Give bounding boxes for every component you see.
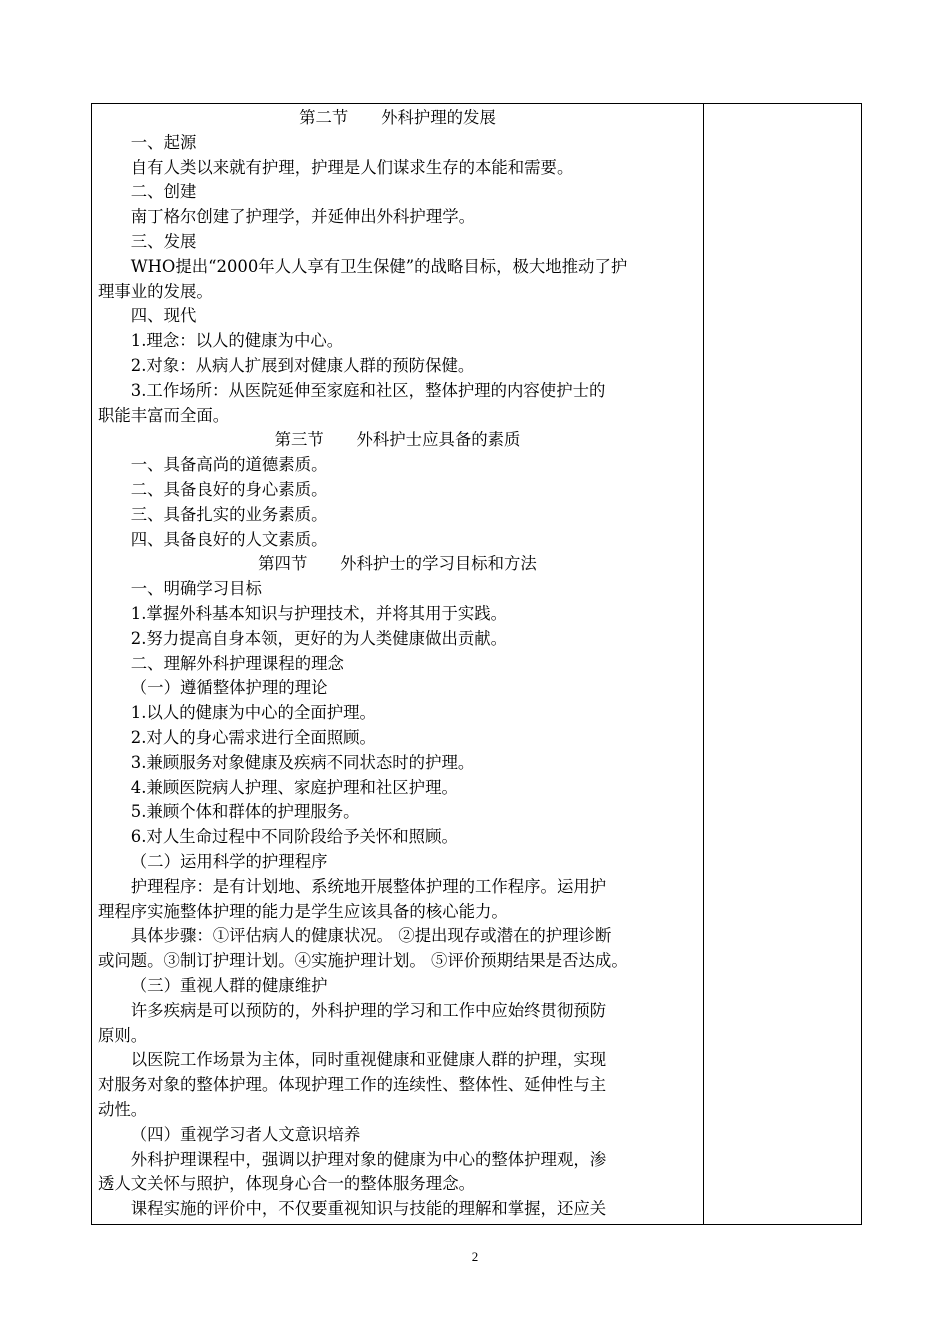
text-line: 二、创建	[130, 182, 197, 202]
text-line: 2.对人的身心需求进行全面照顾。	[130, 728, 376, 747]
text-line: 一、明确学习目标	[130, 579, 262, 599]
section-heading: 第二节 外科护理的发展	[299, 108, 496, 127]
text-line: 课程实施的评价中，不仅要重视知识与技能的理解和掌握，还应关	[130, 1199, 607, 1219]
document-table	[91, 103, 862, 1225]
text-line: 2.努力提高自身本领，更好的为人类健康做出贡献。	[130, 628, 508, 648]
text-line: 2.对象：从病人扩展到对健康人群的预防保健。	[130, 356, 475, 375]
text-line: 1.以人的健康为中心的全面护理。	[130, 703, 376, 723]
column-divider	[703, 104, 704, 1224]
text-line: 或问题。③制订护理计划。④实施护理计划。 ⑤评价预期结果是否达成。	[98, 951, 628, 971]
text-line: 动性。	[98, 1100, 148, 1119]
text-line: 南丁格尔创建了护理学，并延伸出外科护理学。	[130, 207, 475, 227]
text-line: 自有人类以来就有护理，护理是人们谋求生存的本能和需要。	[130, 157, 574, 177]
text-line: 具体步骤：①评估病人的健康状况。 ②提出现存或潜在的护理诊断	[130, 926, 612, 946]
text-line: 二、理解外科护理课程的理念	[130, 653, 344, 673]
text-line: 1.理念：以人的健康为中心。	[130, 331, 344, 351]
text-line: 对服务对象的整体护理。体现护理工作的连续性、整体性、延伸性与主	[98, 1075, 607, 1095]
text-line: 三、具备扎实的业务素质。	[130, 504, 328, 524]
text-line: （一）遵循整体护理的理论	[130, 678, 328, 698]
text-line: 6.对人生命过程中不同阶段给予关怀和照顾。	[130, 827, 458, 847]
text-line: 原则。	[98, 1025, 148, 1045]
text-line: 3.工作场所：从医院延伸至家庭和社区，整体护理的内容使护士的	[130, 380, 606, 400]
text-line: 外科护理课程中，强调以护理对象的健康为中心的整体护理观，渗	[130, 1149, 607, 1169]
text-line: 理程序实施整体护理的能力是学生应该具备的核心能力。	[98, 901, 508, 921]
text-line: 一、具备高尚的道德素质。	[130, 455, 328, 475]
text-line: 以医院工作场景为主体，同时重视健康和亚健康人群的护理，实现	[130, 1050, 607, 1070]
text-line: 理事业的发展。	[98, 281, 213, 301]
text-line: 三、发展	[130, 232, 197, 251]
text-line: 5.兼顾个体和群体的护理服务。	[130, 802, 360, 822]
text-line: 3.兼顾服务对象健康及疾病不同状态时的护理。	[130, 752, 475, 772]
text-line: （二）运用科学的护理程序	[130, 852, 328, 871]
text-line: WHO提出“2000年人人享有卫生保健”的战略目标，极大地推动了护	[130, 256, 628, 276]
text-line: 职能丰富而全面。	[98, 405, 230, 425]
text-line: 透人文关怀与照护，体现身心合一的整体服务理念。	[98, 1174, 475, 1194]
text-line: 4.兼顾医院病人护理、家庭护理和社区护理。	[130, 777, 458, 797]
text-line: （三）重视人群的健康维护	[130, 976, 328, 995]
main-content-cell	[92, 104, 703, 1224]
text-line: （四）重视学习者人文意识培养	[130, 1124, 361, 1144]
text-line: 四、现代	[130, 306, 197, 326]
text-line: 二、具备良好的身心素质。	[130, 480, 328, 499]
text-line: 一、起源	[130, 132, 197, 152]
section-heading: 第三节 外科护士应具备的素质	[274, 430, 521, 450]
text-line: 四、具备良好的人文素质。	[130, 529, 328, 549]
text-line: 护理程序：是有计划地、系统地开展整体护理的工作程序。运用护	[130, 876, 607, 896]
text-line: 1.掌握外科基本知识与护理技术，并将其用于实践。	[130, 604, 508, 623]
text-line: 许多疾病是可以预防的，外科护理的学习和工作中应始终贯彻预防	[130, 1000, 607, 1020]
section-heading: 第四节 外科护士的学习目标和方法	[258, 554, 537, 574]
page-number: 2	[471, 1249, 479, 1264]
